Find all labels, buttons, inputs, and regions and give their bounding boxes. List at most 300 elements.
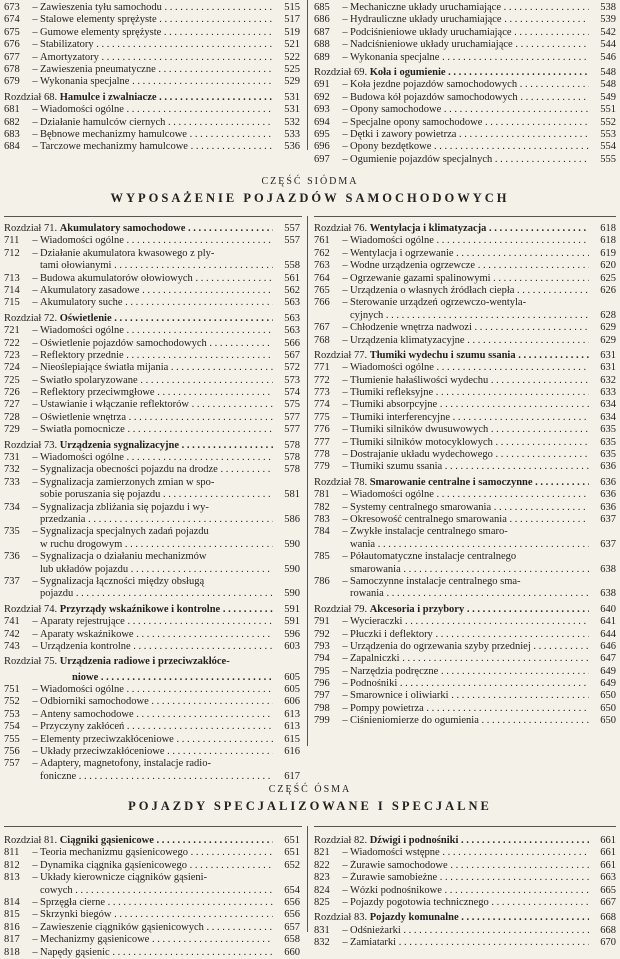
entry-title: Wiadomości ogólne . . .: [350, 235, 589, 247]
entry-title: Opony samochodowe . . .: [350, 104, 589, 116]
entry-title: Tłumiki refleksyjne . . .: [350, 387, 589, 399]
entry-title: przedzania . . .: [40, 514, 273, 526]
entry-page: 546: [600, 51, 616, 63]
entry-page: 567: [284, 349, 300, 361]
chapter-heading: [4, 440, 300, 452]
entry-title: Ustawianie i włączanie reflektorów . . .: [40, 399, 273, 411]
entry-dash: –: [32, 616, 38, 628]
chapter-heading: [314, 604, 616, 616]
entry-title: Odśnieżarki . . .: [350, 925, 589, 937]
toc-entry: [4, 709, 300, 721]
entry-title: w ruchu drogowym . . .: [40, 539, 273, 551]
toc-entry: [314, 412, 616, 424]
entry-title: pojazdu . . .: [40, 588, 273, 600]
toc-entry: [4, 576, 300, 588]
entry-page: 577: [284, 424, 300, 436]
entry-title: Tarczowe mechanizmy hamulcowe . . .: [40, 141, 273, 153]
toc-entry: [314, 79, 616, 91]
toc-entry: [4, 235, 300, 247]
chapter-label: Rozdział 73.: [4, 439, 60, 451]
entry-title: Światło spolaryzowane . . .: [40, 375, 273, 387]
entry-number: 687: [314, 26, 330, 38]
entry-number: 799: [314, 715, 330, 727]
entry-page: 578: [284, 464, 300, 476]
column-divider: [307, 216, 308, 746]
toc-entry: [4, 387, 300, 399]
toc-entry: [4, 104, 300, 116]
entry-title: Skrzynki biegów . . .: [40, 909, 273, 921]
toc-entry: [4, 375, 300, 387]
entry-dash: –: [342, 665, 348, 677]
entry-dash: –: [342, 715, 348, 727]
entry-dash: –: [342, 141, 348, 153]
toc-entry: [314, 489, 616, 501]
entry-dash: –: [32, 847, 38, 859]
toc-entry: [4, 860, 300, 872]
entry-title: Wiadomości wstępne . . .: [350, 847, 589, 859]
toc-entry: [4, 338, 300, 350]
toc-entry: [314, 104, 616, 116]
entry-title: Działanie hamulców ciernych . . .: [40, 117, 273, 129]
chapter-page: 591: [284, 603, 300, 615]
entry-title: Tłumiki absorpcyjne . . .: [350, 399, 589, 411]
toc-entry: [314, 52, 616, 64]
toc-entry: [314, 715, 616, 727]
entry-number: 693: [314, 104, 330, 116]
toc-entry: [4, 260, 300, 272]
chapter-label: Rozdział 83.: [314, 912, 370, 924]
entry-number: 682: [4, 116, 20, 128]
toc-entry: [4, 477, 300, 489]
chapter-page: 578: [284, 439, 300, 451]
toc-entry: [314, 141, 616, 153]
entry-number: 831: [314, 924, 330, 936]
entry-title: Wiadomości ogólne . . .: [40, 235, 273, 247]
entry-title: Tłumiki interferencyjne . . .: [350, 412, 589, 424]
entry-number: 756: [4, 746, 20, 758]
entry-number: 773: [314, 387, 330, 399]
entry-title: Ogrzewanie gazami spalinowymi . . .: [350, 273, 589, 285]
entry-page: 652: [284, 859, 300, 871]
entry-title: Koła jezdne pojazdów samochodowych . . .: [350, 79, 589, 91]
toc-entry: [314, 14, 616, 26]
entry-number: 796: [314, 678, 330, 690]
entry-page: 586: [284, 513, 300, 525]
toc-entry: [4, 588, 300, 600]
chapter-label: Rozdział 69.: [314, 66, 370, 78]
chapter-page: 557: [284, 223, 300, 234]
toc-entry: [314, 502, 616, 514]
chapter-title: Wentylacja i klimatyzacja . . .: [370, 223, 589, 235]
toc-column-part8-left: [4, 832, 300, 959]
entry-title: Dynamika ciągnika gąsienicowego . . .: [40, 860, 273, 872]
entry-title: Wycieraczki . . .: [350, 616, 589, 628]
toc-entry: [314, 937, 616, 949]
entry-dash: –: [32, 934, 38, 946]
entry-dash: –: [342, 513, 348, 525]
toc-entry: [314, 248, 616, 260]
entry-page: 590: [284, 538, 300, 550]
toc-entry: [4, 616, 300, 628]
entry-dash: –: [342, 362, 348, 374]
chapter-heading: [4, 313, 300, 325]
section-rule: [4, 216, 302, 217]
entry-number: 752: [4, 696, 20, 708]
entry-page: 590: [284, 563, 300, 575]
chapter-page: 605: [284, 671, 300, 683]
entry-number: 688: [314, 39, 330, 51]
entry-page: 532: [284, 116, 300, 128]
entry-page: 647: [600, 653, 616, 665]
chapter-label: Rozdział 82.: [314, 835, 370, 846]
column-divider: [307, 826, 308, 932]
entry-title: Działanie akumulatora kwasowego z ply-: [40, 247, 215, 259]
entry-dash: –: [32, 464, 38, 476]
entry-page: 637: [600, 538, 616, 550]
entry-number: 678: [4, 63, 20, 75]
entry-number: 724: [4, 362, 20, 374]
entry-dash: –: [32, 272, 38, 284]
entry-page: 636: [600, 489, 616, 501]
entry-title: Samoczynne instalacje centralnego sma-: [350, 575, 521, 587]
entry-dash: –: [32, 297, 38, 309]
chapter-heading: [314, 477, 616, 489]
chapter-heading: [4, 672, 300, 684]
entry-dash: –: [32, 921, 38, 933]
entry-dash: –: [342, 153, 348, 165]
toc-entry: [4, 399, 300, 411]
entry-dash: –: [342, 640, 348, 652]
entry-page: 551: [600, 104, 616, 116]
part-label: CZĘŚĆ ÓSMA: [268, 784, 352, 795]
entry-page: 519: [284, 26, 300, 38]
entry-title: Oświetlenie pojazdów samochodowych . . .: [40, 338, 273, 350]
toc-entry: [314, 387, 616, 399]
entry-number: 742: [4, 628, 20, 640]
toc-entry: [4, 350, 300, 362]
toc-entry: [314, 375, 616, 387]
entry-number: 737: [4, 575, 20, 587]
entry-dash: –: [32, 526, 38, 538]
entry-page: 646: [600, 640, 616, 652]
entry-number: 674: [4, 14, 20, 26]
entry-number: 786: [314, 575, 330, 587]
entry-page: 649: [600, 665, 616, 677]
entry-number: 765: [314, 284, 330, 296]
toc-entry: [4, 141, 300, 153]
entry-title: tami ołowianymi . . .: [40, 260, 273, 272]
entry-title: Smarownice i oliwiarki . . .: [350, 690, 589, 702]
toc-entry: [314, 539, 616, 551]
entry-title: Anteny samochodowe . . .: [40, 709, 273, 721]
chapter-label: Rozdział 81.: [4, 835, 60, 846]
entry-dash: –: [342, 272, 348, 284]
chapter-title: Przyrządy wskaźnikowe i kontrolne . . .: [60, 604, 273, 616]
entry-title: Dętki i zawory powietrza . . .: [350, 129, 589, 141]
entry-page: 521: [284, 39, 300, 51]
entry-number: 713: [4, 272, 20, 284]
entry-number: 755: [4, 733, 20, 745]
entry-page: 637: [600, 513, 616, 525]
toc-entry: [4, 273, 300, 285]
toc-entry: [4, 2, 300, 14]
entry-page: 542: [600, 26, 616, 38]
toc-column-part7-left: [4, 220, 300, 783]
chapter-heading: [314, 67, 616, 79]
entry-number: 734: [4, 501, 20, 513]
chapter-page: 618: [600, 223, 616, 234]
entry-dash: –: [342, 424, 348, 436]
entry-title: Tłumiki silników motocyklowych . . .: [350, 437, 589, 449]
entry-page: 638: [600, 588, 616, 600]
entry-page: 548: [600, 79, 616, 91]
entry-number: 681: [4, 104, 20, 116]
chapter-title: Koła i ogumienie . . .: [370, 67, 589, 79]
entry-page: 663: [600, 872, 616, 884]
entry-title: Mechanizmy gąsienicowe . . .: [40, 934, 273, 946]
entry-page: 566: [284, 337, 300, 349]
entry-number: 712: [4, 247, 20, 259]
entry-dash: –: [32, 411, 38, 423]
entry-dash: –: [32, 362, 38, 374]
entry-page: 575: [284, 399, 300, 411]
entry-number: 776: [314, 424, 330, 436]
entry-number: 816: [4, 921, 20, 933]
entry-dash: –: [32, 733, 38, 745]
entry-title: Urządzenia kontrolne . . .: [40, 641, 273, 653]
entry-title: Wiadomości ogólne . . .: [350, 489, 589, 501]
entry-title: Pompy powietrza . . .: [350, 703, 589, 715]
entry-page: 522: [284, 51, 300, 63]
entry-page: 563: [284, 325, 300, 337]
toc-entry: [4, 52, 300, 64]
chapter-page: 548: [600, 66, 616, 78]
entry-title: Zawieszenia tyłu samochodu . . .: [40, 2, 273, 14]
entry-title: cyjnych . . .: [350, 310, 589, 322]
toc-entry: [4, 922, 300, 934]
entry-title: Teoria mechanizmu gąsienicowego . . .: [40, 847, 273, 859]
entry-dash: –: [32, 896, 38, 908]
entry-title: rowania . . .: [350, 588, 589, 600]
entry-title: Amortyzatory . . .: [40, 52, 273, 64]
entry-number: 736: [4, 551, 20, 563]
entry-page: 616: [284, 746, 300, 758]
entry-dash: –: [342, 26, 348, 38]
entry-dash: –: [32, 349, 38, 361]
toc-entry: [4, 847, 300, 859]
entry-number: 797: [314, 690, 330, 702]
entry-dash: –: [342, 399, 348, 411]
entry-dash: –: [32, 63, 38, 75]
entry-number: 768: [314, 334, 330, 346]
entry-page: 549: [600, 91, 616, 103]
toc-entry: [314, 588, 616, 600]
toc-entry: [4, 464, 300, 476]
entry-dash: –: [342, 551, 348, 563]
entry-page: 617: [284, 770, 300, 782]
entry-page: 635: [600, 424, 616, 436]
entry-page: 544: [600, 39, 616, 51]
entry-page: 515: [284, 2, 300, 13]
chapter-heading: [4, 835, 300, 847]
entry-title: Światła pomocnicze . . .: [40, 424, 273, 436]
entry-page: 613: [284, 708, 300, 720]
entry-dash: –: [32, 51, 38, 63]
entry-title: Sygnalizacja o działaniu mechanizmów: [40, 551, 207, 563]
toc-entry: [4, 934, 300, 946]
toc-entry: [314, 273, 616, 285]
toc-entry: [314, 576, 616, 588]
entry-number: 779: [314, 461, 330, 473]
entry-title: Adaptery, magnetofony, instalacje radio-: [40, 758, 211, 770]
entry-number: 735: [4, 526, 20, 538]
toc-entry: [4, 39, 300, 51]
entry-dash: –: [32, 104, 38, 116]
entry-number: 757: [4, 758, 20, 770]
entry-page: 641: [600, 616, 616, 628]
toc-entry: [4, 564, 300, 576]
entry-dash: –: [32, 337, 38, 349]
entry-dash: –: [32, 501, 38, 513]
part-label: CZĘŚĆ SIÓDMA: [261, 176, 359, 187]
toc-entry: [314, 847, 616, 859]
entry-number: 686: [314, 14, 330, 26]
entry-title: wania . . .: [350, 539, 589, 551]
toc-entry: [4, 771, 300, 783]
chapter-page: 636: [600, 476, 616, 488]
entry-dash: –: [32, 2, 38, 13]
entry-page: 665: [600, 884, 616, 896]
toc-entry: [4, 629, 300, 641]
entry-title: Zapalniczki . . .: [350, 653, 589, 665]
entry-dash: –: [32, 476, 38, 488]
entry-title: Chłodzenie wnętrza nadwozi . . .: [350, 322, 589, 334]
entry-title: Gumowe elementy sprężyste . . .: [40, 27, 273, 39]
entry-title: Urządzenia klimatyzacyjne . . .: [350, 335, 589, 347]
chapter-heading: [314, 912, 616, 924]
toc-column-part7-right: [314, 220, 616, 728]
chapter-title: Hamulce i zwalniacze . . .: [60, 92, 273, 104]
entry-page: 533: [284, 128, 300, 140]
entry-dash: –: [32, 399, 38, 411]
entry-title: Urządzenia o własnych źródłach ciepła . . .: [350, 285, 589, 297]
entry-dash: –: [342, 489, 348, 501]
entry-title: Wózki podnośnikowe . . .: [350, 885, 589, 897]
chapter-title: Pojazdy komunalne . . .: [370, 912, 589, 924]
entry-page: 670: [600, 937, 616, 949]
toc-entry: [4, 285, 300, 297]
entry-page: 660: [284, 946, 300, 958]
entry-number: 793: [314, 640, 330, 652]
entry-page: 618: [600, 235, 616, 247]
entry-dash: –: [342, 628, 348, 640]
entry-page: 668: [600, 924, 616, 936]
entry-number: 715: [4, 297, 20, 309]
entry-number: 782: [314, 501, 330, 513]
entry-page: 635: [600, 436, 616, 448]
entry-page: 561: [284, 272, 300, 284]
entry-number: 675: [4, 26, 20, 38]
entry-title: Reflektory przeciwmgłowe . . .: [40, 387, 273, 399]
entry-title: Pojazdy pogotowia technicznego . . .: [350, 897, 589, 909]
entry-number: 697: [314, 153, 330, 165]
entry-title: Aparaty rejestrujące . . .: [40, 616, 273, 628]
entry-dash: –: [342, 2, 348, 13]
entry-number: 813: [4, 872, 20, 884]
entry-dash: –: [32, 235, 38, 247]
entry-number: 684: [4, 141, 20, 153]
entry-page: 531: [284, 104, 300, 116]
entry-title: Budowa akumulatorów ołowiowych . . .: [40, 273, 273, 285]
entry-title: Budowa kół pojazdów samochodowych . . .: [350, 92, 589, 104]
entry-title: Przyczyny zakłóceń . . .: [40, 721, 273, 733]
entry-title: Narzędzia podręczne . . .: [350, 666, 589, 678]
entry-dash: –: [32, 76, 38, 88]
toc-entry: [4, 76, 300, 88]
entry-dash: –: [32, 39, 38, 51]
entry-number: 721: [4, 325, 20, 337]
entry-title: Akumulatory zasadowe . . .: [40, 285, 273, 297]
entry-title: Wiadomości ogólne . . .: [40, 325, 273, 337]
entry-title: Wentylacja i ogrzewanie . . .: [350, 248, 589, 260]
entry-number: 772: [314, 374, 330, 386]
toc-entry: [314, 897, 616, 909]
entry-dash: –: [32, 284, 38, 296]
entry-title: foniczne . . .: [40, 771, 273, 783]
entry-dash: –: [342, 51, 348, 63]
entry-dash: –: [342, 260, 348, 272]
entry-title: Żurawie samobieżne . . .: [350, 872, 589, 884]
entry-page: 606: [284, 696, 300, 708]
entry-title: Hydrauliczne układy uruchamiające . . .: [350, 14, 589, 26]
entry-number: 792: [314, 628, 330, 640]
entry-title: Odbiorniki samochodowe . . .: [40, 696, 273, 708]
entry-page: 654: [284, 884, 300, 896]
entry-dash: –: [342, 501, 348, 513]
chapter-title: Tłumiki wydechu i szumu ssania . . .: [370, 350, 589, 362]
entry-title: Ciśnieniomierze do ogumienia . . .: [350, 715, 589, 727]
toc-entry: [4, 721, 300, 733]
entry-dash: –: [342, 702, 348, 714]
toc-entry: [314, 399, 616, 411]
entry-dash: –: [32, 374, 38, 386]
toc-entry: [314, 678, 616, 690]
chapter-title: Smarowanie centralne i samoczynne . . .: [370, 477, 589, 489]
section-rule: [4, 826, 302, 827]
toc-entry: [4, 452, 300, 464]
entry-title: Sygnalizacja łączności między obsługą: [40, 575, 205, 587]
toc-entry: [314, 449, 616, 461]
chapter-page: 668: [600, 912, 616, 924]
entry-number: 711: [4, 235, 20, 247]
chapter-heading: [4, 92, 300, 104]
entry-title: Sygnalizacja obecności pojazdu na drodze . . .: [40, 464, 273, 476]
entry-title: Bębnowe mechanizmy hamulcowe . . .: [40, 129, 273, 141]
entry-title: Reflektory przednie . . .: [40, 350, 273, 362]
entry-page: 605: [284, 684, 300, 696]
entry-number: 812: [4, 859, 20, 871]
toc-entry: [4, 885, 300, 897]
entry-number: 726: [4, 387, 20, 399]
entry-dash: –: [342, 872, 348, 884]
toc-entry: [4, 424, 300, 436]
entry-dash: –: [32, 946, 38, 958]
entry-number: 766: [314, 297, 330, 309]
toc-entry: [314, 322, 616, 334]
entry-title: Podnośniki . . .: [350, 678, 589, 690]
entry-dash: –: [32, 721, 38, 733]
section-rule: [314, 826, 616, 827]
